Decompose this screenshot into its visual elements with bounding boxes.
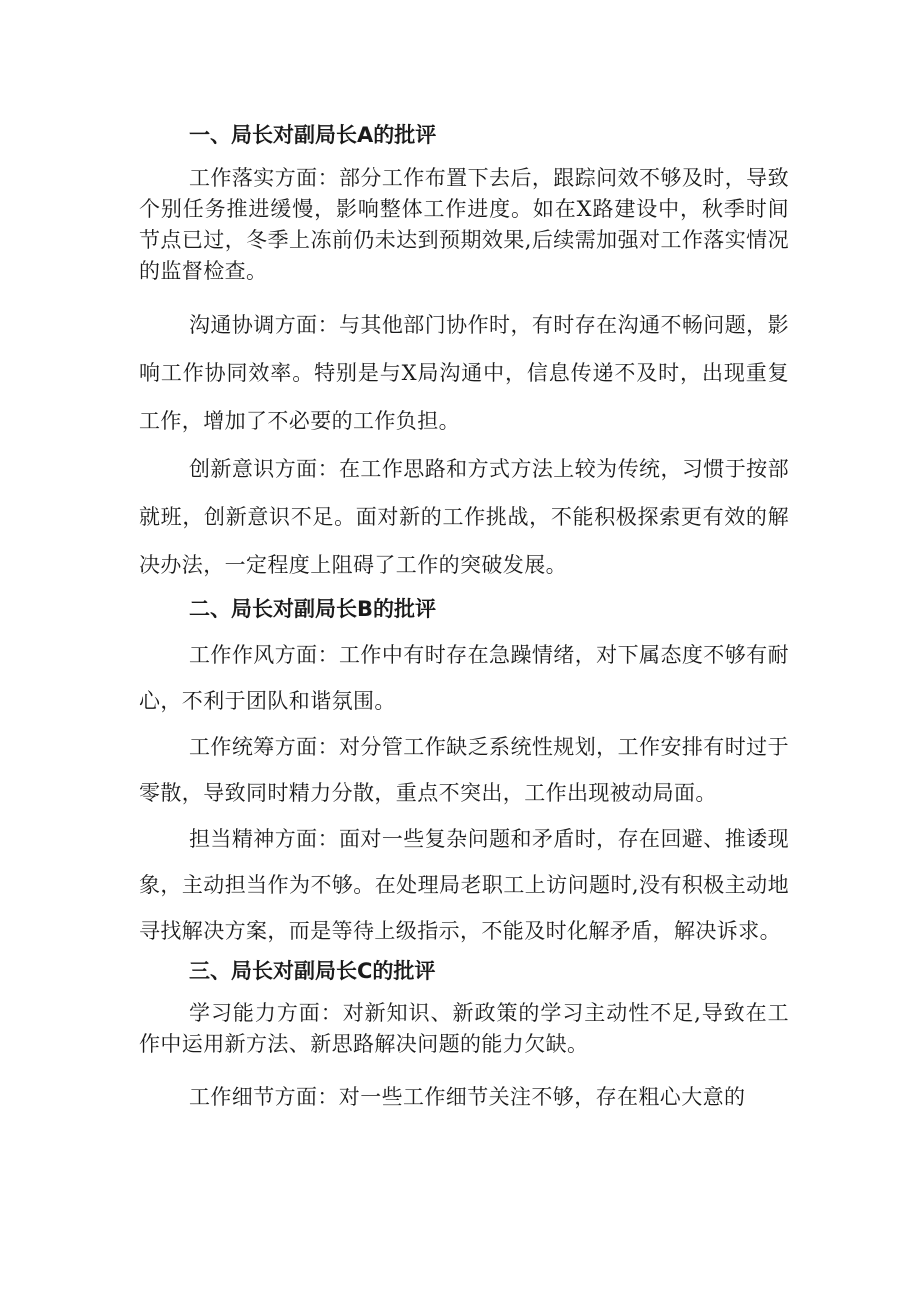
paragraph-work-details: 工作细节方面：对一些工作细节关注不够，存在粗心大意的 xyxy=(189,1085,746,1109)
paragraph-communication: 沟通协调方面：与其他部门协作时，有时存在沟通不畅问题，影响工作协同效率。特别是与X局沟通中，信息传递不及时，出现重复工作，增加了不必要的工作负担。 xyxy=(139,313,789,433)
paragraph-work-planning: 工作统筹方面：对分管工作缺乏系统性规划，工作安排有时过于零散，导致同时精力分散，重点不突出，工作出现被动局面。 xyxy=(139,735,789,805)
section-heading-3: 三、局长对副局长C的批评 xyxy=(189,959,436,983)
paragraph-learning-ability: 学习能力方面：对新知识、新政策的学习主动性不足,导致在工作中运用新方法、新思路解决问题的能力欠缺。 xyxy=(139,1001,789,1056)
paragraph-responsibility: 担当精神方面：面对一些复杂问题和矛盾时，存在回避、推诿现象，主动担当作为不够。在处理局老职工上访问题时,没有积极主动地寻找解决方案，而是等待上级指示，不能及时化解矛盾，解决诉求。 xyxy=(139,827,789,943)
section-heading-1: 一、局长对副局长A的批评 xyxy=(189,123,437,147)
document-body xyxy=(139,120,789,1120)
paragraph-work-style: 工作作风方面：工作中有时存在急躁情绪，对下属态度不够有耐心，不利于团队和谐氛围。 xyxy=(139,643,789,713)
section-heading-2: 二、局长对副局长B的批评 xyxy=(189,597,437,621)
paragraph-innovation: 创新意识方面：在工作思路和方式方法上较为传统，习惯于按部就班，创新意识不足。面对新的工作挑战，不能积极探索更有效的解决办法，一定程度上阻碍了工作的突破发展。 xyxy=(139,457,789,577)
paragraph-work-implementation: 工作落实方面：部分工作布置下去后，跟踪问效不够及时，导致个别任务推进缓慢，影响整体工作进度。如在X路建设中，秋季时间节点已过，冬季上冻前仍未达到预期效果,后续需加强对工作落实情况的监督检查。 xyxy=(139,166,789,283)
